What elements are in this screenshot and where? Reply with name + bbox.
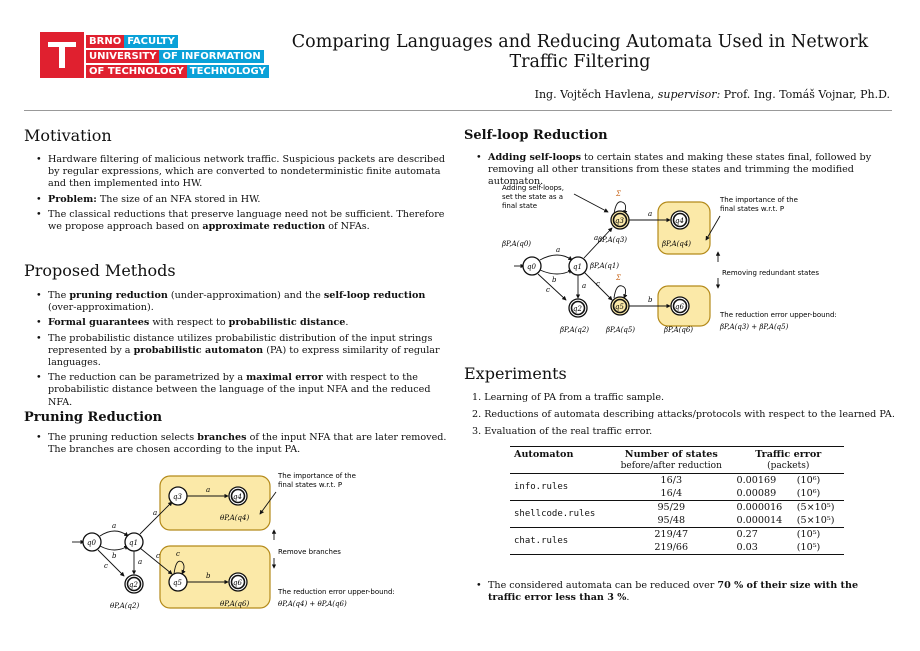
table-row: 16/4 0.00089 (10⁶) [660,488,821,499]
svg-text:q3: q3 [173,493,182,501]
beta-q2: βP,A(q2) [560,326,590,334]
logo-row-2: UNIVERSITY OF INFORMATION [86,50,269,63]
svg-text:q1: q1 [129,539,138,547]
list-item: • The pruning reduction selects branches of the input NFA that are later removed. The branches are chosen according to the input PA. [34,432,454,456]
selfloop-heading: Self-loop Reduction [464,128,608,143]
theta-q4: θP,A(q4) [220,514,250,522]
list-item: • Adding self-loops to certain states and making these states final, followed by removing all other transitions from these states and trimming the modified automaton. [474,152,894,189]
supervisor-name: Prof. Ing. Tomáš Vojnar, Ph.D. [723,88,890,101]
list-item: • The considered automata can be reduced over 70 % of their size with the traffic error less than 3 %. [474,580,894,604]
svg-text:set the state as a: set the state as a [502,193,564,201]
ann-error-bound: The reduction error upper-bound: [278,588,395,596]
svg-text:c: c [546,286,550,294]
table-row: chat.rules 219/47 0.27 (10⁵) [510,528,844,542]
svg-text:q0: q0 [527,263,536,271]
motivation-list [34,154,454,236]
svg-text:a: a [153,509,158,517]
svg-text:q4: q4 [233,493,242,501]
experiments-heading: Experiments [464,364,567,383]
ann-importance: The importance of the [720,196,798,204]
ann-remove-branches: Remove branches [278,548,341,556]
sigma-label: Σ [616,190,621,198]
svg-text:b: b [206,572,211,580]
svg-text:q4: q4 [675,217,684,225]
sigma-label: Σ [616,274,621,282]
pruning-list [34,432,454,459]
col-automaton: Automaton [514,449,574,460]
poster-title: Comparing Languages and Reducing Automata Used in Network Traffic Filtering [291,32,869,72]
svg-text:c: c [104,562,108,570]
svg-text:q0: q0 [87,539,96,547]
ann-error-bound: The reduction error upper-bound: [720,311,837,319]
conclusion-list [474,580,894,607]
author-line [270,88,890,101]
theta-q2: θP,A(q2) [110,602,140,610]
svg-text:final state: final state [502,202,538,210]
beta-q0: βP,A(q0) [502,240,532,248]
supervisor-label: supervisor: [657,88,721,101]
col-error: Traffic error (packets) [755,449,822,471]
svg-text:a: a [112,522,117,530]
svg-text:b: b [648,296,653,304]
list-item: • Hardware filtering of malicious network traffic. Suspicious packets are described by regular expressions, which are converted to nondeterministic finite automata and then implemented into HW. [34,154,454,191]
table-row: 95/48 0.000014 (5×10⁵) [657,515,835,526]
list-item: • The classical reductions that preserve language need not be sufficient. Therefore we propose approach based on approximate reduction of NFAs. [34,209,454,233]
beta-q1: βP,A(q1) [590,262,620,270]
theta-q6: θP,A(q6) [220,600,250,608]
ann-removing-redundant: Removing redundant states [722,269,820,277]
svg-text:q6: q6 [233,579,242,587]
motivation-heading: Motivation [24,126,112,145]
pruning-diagram [60,470,395,620]
svg-text:θP,A(q4) + θP,A(q6): θP,A(q4) + θP,A(q6) [278,600,347,608]
list-item: 2. Reductions of automata describing attacks/protocols with respect to the learned PA. [472,409,895,420]
svg-text:b: b [112,552,117,560]
svg-text:a: a [648,210,653,218]
ann-importance: The importance of the [278,472,356,480]
list-item: • The probabilistic distance utilizes probabilistic distribution of the input strings represented by a probabilistic automaton (PA) to express similarity of regular languages. [34,333,454,370]
svg-text:c: c [596,280,600,288]
proposed-methods-heading: Proposed Methods [24,261,176,280]
logo-t-mark [40,32,84,78]
svg-text:q1: q1 [573,263,582,271]
header-divider [24,110,892,111]
svg-text:βP,A(q3) + βP,A(q5): βP,A(q3) + βP,A(q5) [720,323,789,331]
svg-text:c: c [156,552,160,560]
svg-text:final states w.r.t. P: final states w.r.t. P [278,481,343,489]
svg-text:a: a [556,246,561,254]
table-row: info.rules 16/3 0.00169 (10⁶) [510,474,844,488]
table-row: 219/66 0.03 (10⁵) [510,541,844,555]
beta-q6: βP,A(q6) [664,326,694,334]
svg-text:q5: q5 [173,579,182,587]
beta-q3: βP,A(q3) [598,236,628,244]
proposed-list [34,290,454,412]
table-row: shellcode.rules 95/29 0.000016 (5×10⁵) [510,501,844,515]
list-item: 1. Learning of PA from a traffic sample. [472,392,665,403]
pruning-heading: Pruning Reduction [24,410,163,425]
svg-text:q2: q2 [129,581,138,589]
list-item: • The reduction can be parametrized by a maximal error with respect to the probabilistic distance between the language of the input NFA and the reduced NFA. [34,372,454,409]
list-item: 3. Evaluation of the real traffic error. [472,426,653,437]
svg-text:a: a [582,282,587,290]
vut-fit-logo [40,32,266,78]
list-item: • Problem: The size of an NFA stored in HW. [34,194,454,206]
svg-text:final states w.r.t. P: final states w.r.t. P [720,205,785,213]
experiments-list [472,392,902,443]
list-item: • The pruning reduction (under-approximation) and the self-loop reduction (over-approximation). [34,290,454,314]
selfloop-diagram [500,182,860,336]
svg-text:b: b [552,276,557,284]
logo-row-1: BRNO FACULTY [86,35,269,48]
svg-text:q3: q3 [615,217,624,225]
beta-q5: βP,A(q5) [606,326,636,334]
svg-text:q5: q5 [615,303,624,311]
svg-text:a: a [206,486,211,494]
results-table [510,446,844,555]
svg-text:a: a [594,234,599,242]
svg-text:c: c [176,550,180,558]
col-states: Number of states before/after reduction [620,449,722,471]
ann-adding-selfloops: Adding self-loops, [502,184,564,192]
author-name: Ing. Vojtěch Havlena, [534,88,655,101]
list-item: • Formal guarantees with respect to probabilistic distance. [34,317,454,329]
svg-text:a: a [138,558,143,566]
svg-text:q2: q2 [573,305,582,313]
svg-text:q6: q6 [675,303,684,311]
beta-q4: βP,A(q4) [662,240,692,248]
logo-row-3: OF TECHNOLOGY TECHNOLOGY [86,65,269,78]
